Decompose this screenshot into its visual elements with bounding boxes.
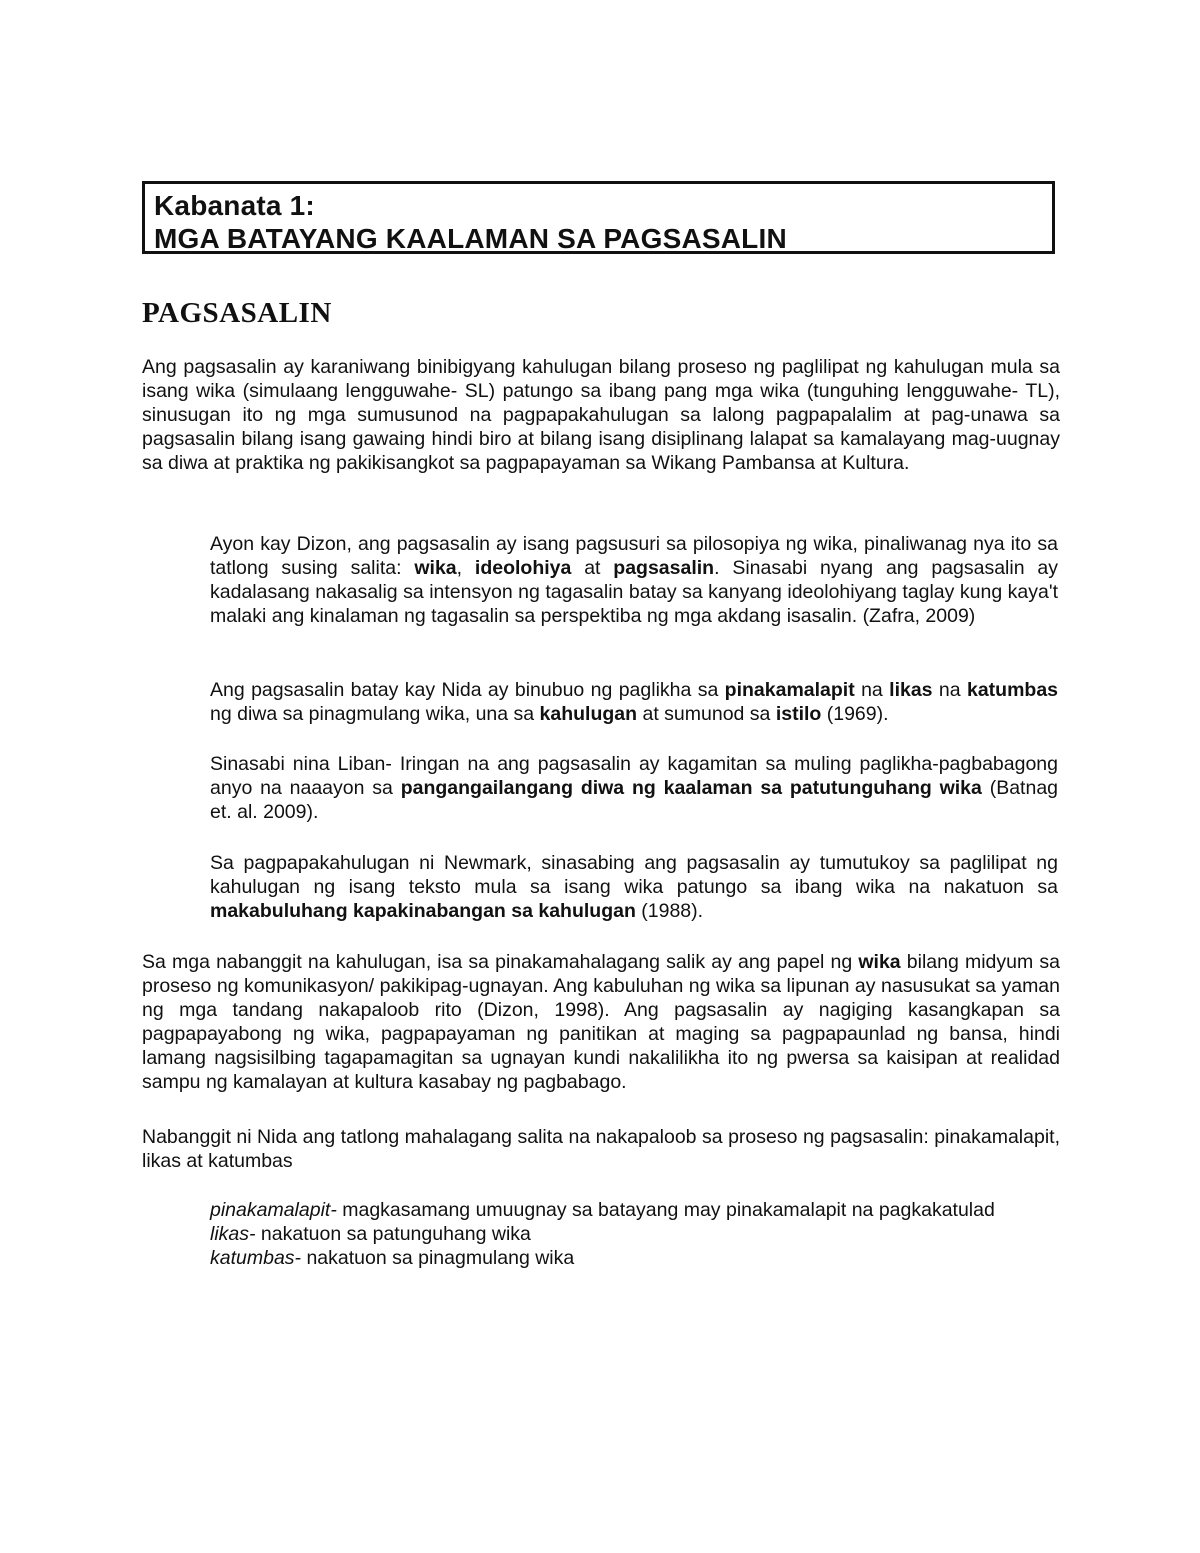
keyword-ideolohiya: ideolohiya bbox=[474, 557, 572, 579]
definition-item bbox=[210, 1222, 1058, 1246]
liban-iringan-paragraph: Sinasabi nina Liban- Iringan na ang pagsasalin ay kagamitan sa muling paglikha-pagbabagong anyo na naaayon sa pangangailangang diwa ng kaalaman sa patutunguhang wika (Batnag et. al. 2009). bbox=[210, 753, 1059, 823]
keyword-katumbas: katumbas bbox=[966, 679, 1059, 701]
definition-term: pinakamalapit- bbox=[210, 1199, 337, 1221]
chapter-label: Kabanata 1: bbox=[154, 190, 315, 221]
definition-item bbox=[210, 1246, 1058, 1270]
definition-text: nakatuon sa patunguhang wika bbox=[255, 1223, 531, 1245]
keyword-kahulugan: kahulugan bbox=[539, 703, 638, 725]
keyword-likas: likas bbox=[889, 679, 933, 701]
chapter-title-box bbox=[142, 181, 1055, 254]
definition-text: magkasamang umuugnay sa batayang may pinakamalapit na pagkakatulad bbox=[336, 1199, 995, 1221]
keyword-pinakamalapit: pinakamalapit bbox=[724, 679, 855, 701]
keyword-wika-summary: wika bbox=[858, 951, 901, 973]
newmark-paragraph: Sa pagpapakahulugan ni Newmark, sinasabing ang pagsasalin ay tumutukoy sa paglilipat ng kahulugan ng isang teksto mula sa isang wika patungo sa ibang wika na nakatuon sa makabuluhang kapakinabangan sa kahulugan (1988). bbox=[210, 852, 1058, 922]
nida-paragraph: Ang pagsasalin batay kay Nida ay binubuo ng paglikha sa pinakamalapit na likas na katumbas ng diwa sa pinagmulang wika, una sa kahulugan at sumunod sa istilo (1969). bbox=[210, 679, 1059, 725]
keyword-pagsasalin: pagsasalin bbox=[613, 557, 715, 579]
summary-paragraph: Sa mga nabanggit na kahulugan, isa sa pinakamahalagang salik ay ang papel ng wika bilang midyum sa proseso ng komunikasyon/ pakikipag-ugnayan. Ang kabuluhan ng wika sa lipunan ay nasusukat sa yaman ng mga tandang nakapaloob rito (Dizon, 1998). Ang pagsasalin ay nagiging kasangkapan sa pagpapayabong ng wika, pagpapayaman ng panitikan at maging sa pagpapaunlad ng bansa, hindi lamang nagsisilbing tagapamagitan sa ugnayan kundi nakalilikha ito ng pwersa sa kaisipan at realidad sampu ng kamalayan at kultura kasabay ng pagbabago. bbox=[142, 951, 1060, 1093]
keyword-makabuluhang-kapakinabangan: makabuluhang kapakinabangan sa kahulugan bbox=[210, 900, 636, 922]
definition-item bbox=[210, 1198, 1058, 1222]
intro-paragraph: Ang pagsasalin ay karaniwang binibigyang kahulugan bilang proseso ng paglilipat ng kahulugan mula sa isang wika (simulaang lengguwahe- SL) patungo sa ibang pang mga wika (tunguhing lengguwahe- TL), sinusugan ito ng mga sumusunod na pagpapakahulugan sa lalong pagpapalalim at pag-unawa sa pagsasalin bilang isang gawaing hindi biro at bilang isang disiplinang lalapat sa kamalayang mag-uugnay sa diwa at praktika ng pakikisangkot sa pagpapayaman sa Wikang Pambansa at Kultura. bbox=[142, 356, 1060, 474]
dizon-paragraph: Ayon kay Dizon, ang pagsasalin ay isang pagsusuri sa pilosopiya ng wika, pinaliwanag nya ito sa tatlong susing salita: wika, ideolohiya at pagsasalin. Sinasabi nyang ang pagsasalin ay kadalasang nakasalig sa intensyon ng tagasalin batay sa kanyang ideolohiyang taglay kung kaya't malaki ang kinalaman ng tagasalin sa perspektiba ng mga akdang isasalin. (Zafra, 2009) bbox=[210, 533, 1058, 627]
definition-term: katumbas- bbox=[210, 1247, 302, 1269]
keyword-istilo: istilo bbox=[775, 703, 822, 725]
chapter-title: MGA BATAYANG KAALAMAN SA PAGSASALIN bbox=[154, 223, 787, 254]
definition-list bbox=[210, 1198, 1058, 1270]
definition-term: likas- bbox=[210, 1223, 256, 1245]
keyword-pangangailangang-diwa: pangangailangang diwa ng kaalaman sa patutunguhang wika bbox=[400, 777, 982, 799]
definition-text: nakatuon sa pinagmulang wika bbox=[301, 1247, 575, 1269]
keyword-wika: wika bbox=[414, 557, 457, 579]
section-heading: PAGSASALIN bbox=[142, 297, 332, 329]
nida-terms-intro: Nabanggit ni Nida ang tatlong mahalagang salita na nakapaloob sa proseso ng pagsasalin: pinakamalapit, likas at katumbas bbox=[142, 1126, 1060, 1172]
